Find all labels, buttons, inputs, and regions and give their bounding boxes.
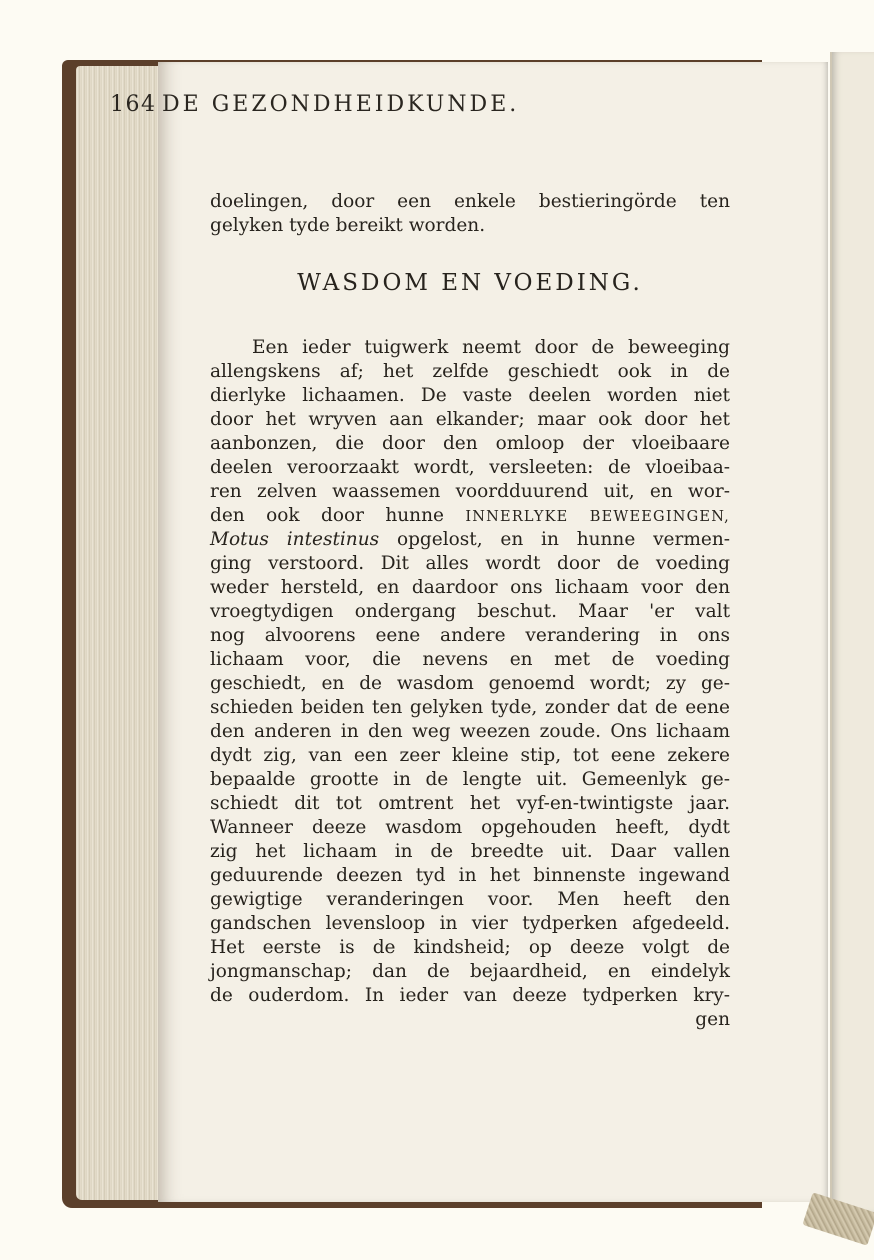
text-line: nog alvoorens eene andere verandering in ons bbox=[210, 625, 730, 646]
text-line: gandschen levensloop in vier tydperken afgedeeld. bbox=[210, 913, 730, 934]
text-line-mixed bbox=[210, 504, 730, 528]
text-line: gewigtige veranderingen voor. Men heeft den bbox=[210, 889, 730, 910]
text-fragment: opgelost, en in hunne vermen- bbox=[396, 529, 731, 550]
text-line: deelen veroorzaakt wordt, versleeten: de vloeibaa- bbox=[210, 457, 730, 478]
latin-term: Motus intestinus bbox=[210, 529, 380, 550]
text-line: dydt zig, van een zeer kleine stip, tot eene zekere bbox=[210, 745, 730, 766]
text-line: lichaam voor, die nevens en met de voeding bbox=[210, 649, 730, 670]
text-line: bepaalde grootte in de lengte uit. Gemeenlyk ge- bbox=[210, 769, 730, 790]
running-title: DE GEZONDHEIDKUNDE. bbox=[162, 92, 520, 117]
text-line: Het eerste is de kindsheid; op deeze volgt de bbox=[210, 937, 730, 958]
smallcaps-term: INNERLYKE BEWEEGINGEN, bbox=[465, 509, 730, 525]
catchword: gen bbox=[695, 1009, 730, 1030]
text-line: geschiedt, en de wasdom genoemd wordt; zy ge- bbox=[210, 673, 730, 694]
text-line: ren zelven waassemen voordduurend uit, en wor- bbox=[210, 481, 730, 502]
text-line: vroegtydigen ondergang beschut. Maar 'er valt bbox=[210, 601, 730, 622]
text-line: zig het lichaam in de breedte uit. Daar vallen bbox=[210, 841, 730, 862]
text-line: den anderen in den weg weezen zoude. Ons lichaam bbox=[210, 721, 730, 742]
text-fragment: den ook door hunne bbox=[210, 505, 444, 526]
text-line: doelingen, door een enkele bestieringörde ten bbox=[210, 191, 730, 212]
right-page-edge bbox=[830, 52, 874, 1212]
page-number: 164 bbox=[110, 92, 157, 117]
text-line: gelyken tyde bereikt worden. bbox=[210, 215, 486, 236]
text-line: Een ieder tuigwerk neemt door de beweeging bbox=[252, 337, 730, 358]
text-line: de ouderdom. In ieder van deeze tydperken kry- bbox=[210, 985, 730, 1006]
text-line: aanbonzen, die door den omloop der vloeibaare bbox=[210, 433, 730, 454]
section-heading: WASDOM EN VOEDING. bbox=[297, 270, 643, 296]
text-line: ging verstoord. Dit alles wordt door de voeding bbox=[210, 553, 730, 574]
text-line: schieden beiden ten gelyken tyde, zonder dat de eene bbox=[210, 697, 730, 718]
text-line: weder hersteld, en daardoor ons lichaam voor den bbox=[210, 577, 730, 598]
text-line: door het wryven aan elkander; maar ook door het bbox=[210, 409, 730, 430]
text-line: Wanneer deeze wasdom opgehouden heeft, dydt bbox=[210, 817, 730, 838]
text-line: dierlyke lichaamen. De vaste deelen worden niet bbox=[210, 385, 730, 406]
text-line-mixed bbox=[210, 528, 730, 552]
text-line: geduurende deezen tyd in het binnenste ingewand bbox=[210, 865, 730, 886]
text-line: allengskens af; het zelfde geschiedt ook in de bbox=[210, 361, 730, 382]
running-header bbox=[110, 92, 640, 124]
text-line: schiedt dit tot omtrent het vyf-en-twintigste jaar. bbox=[210, 793, 730, 814]
text-line: jongmanschap; dan de bejaardheid, en eindelyk bbox=[210, 961, 730, 982]
